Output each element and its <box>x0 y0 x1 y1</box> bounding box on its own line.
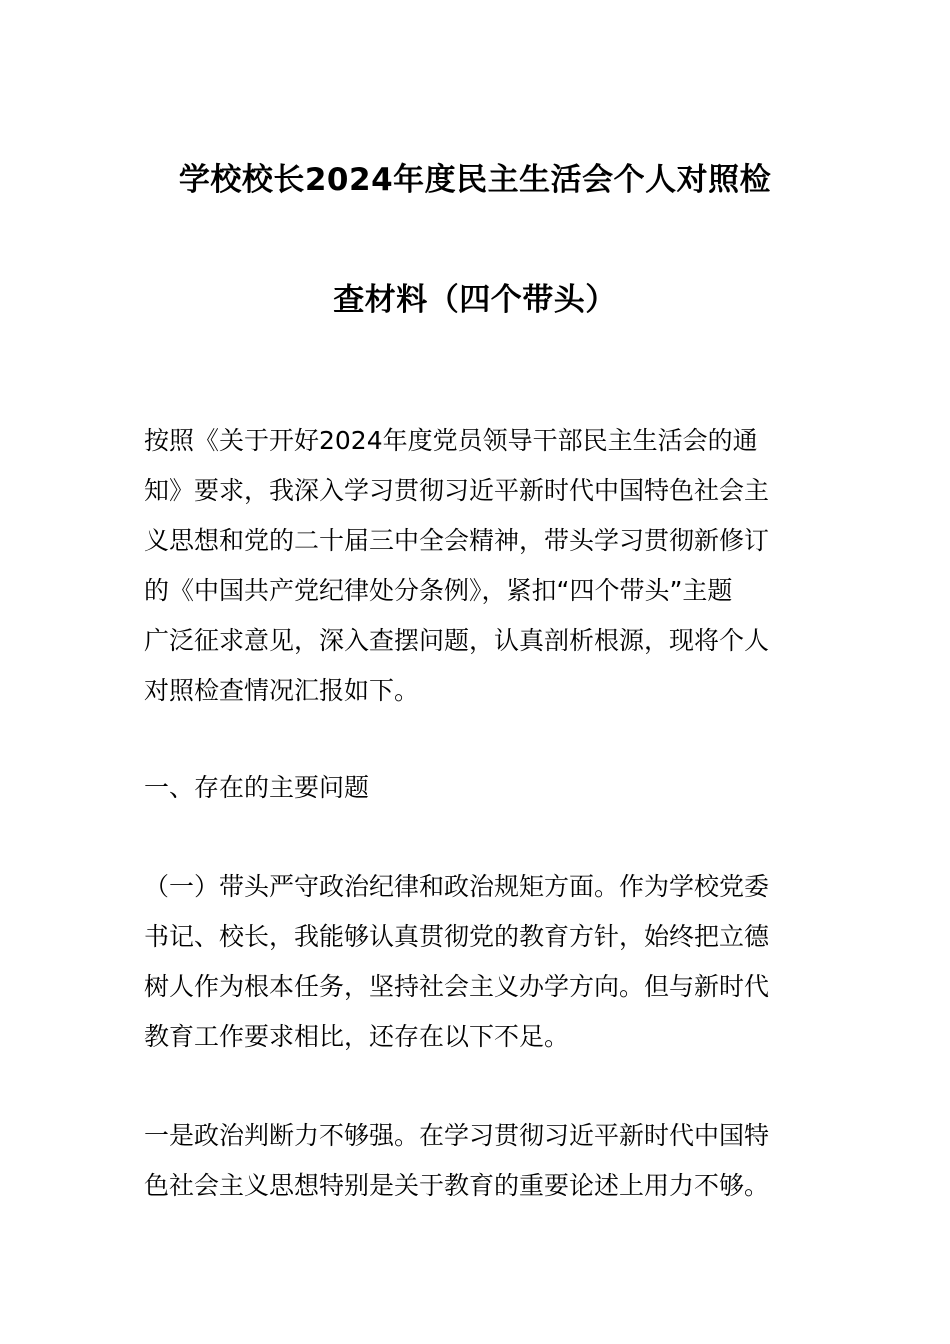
text-line: 一、存在的主要问题 <box>144 773 370 802</box>
text-line: 色社会主义思想特别是关于教育的重要论述上用力不够。 <box>144 1171 770 1200</box>
subsection-paragraph <box>144 862 809 1062</box>
text-line: 书记、校长，我能够认真贯彻党的教育方针，始终把立德 <box>144 922 770 951</box>
text-line: （一）带头严守政治纪律和政治规矩方面。作为学校党委 <box>144 872 770 901</box>
text-line: 知》要求，我深入学习贯彻习近平新时代中国特色社会主 <box>144 476 770 505</box>
section-heading <box>144 763 809 813</box>
text-line: 按照《关于开好2024年度党员领导干部民主生活会的通 <box>144 426 758 455</box>
document-title-line-1: 学校校长2024年度民主生活会个人对照检 <box>178 162 772 198</box>
text-line: 对照检查情况汇报如下。 <box>144 676 420 705</box>
text-line: 一是政治判断力不够强。在学习贯彻习近平新时代中国特 <box>144 1121 770 1150</box>
point-paragraph <box>144 1111 809 1211</box>
text-line: 树人作为根本任务，坚持社会主义办学方向。但与新时代 <box>144 972 770 1001</box>
text-line: 教育工作要求相比，还存在以下不足。 <box>144 1022 570 1051</box>
text-line: 广泛征求意见，深入查摆问题，认真剖析根源，现将个人 <box>144 626 770 655</box>
document-title-line-2: 查材料（四个带头） <box>333 282 617 318</box>
intro-paragraph <box>144 416 809 716</box>
text-line: 的《中国共产党纪律处分条例》，紧扣“四个带头”主题 <box>144 576 733 605</box>
text-line: 义思想和党的二十届三中全会精神，带头学习贯彻新修订 <box>144 526 770 555</box>
